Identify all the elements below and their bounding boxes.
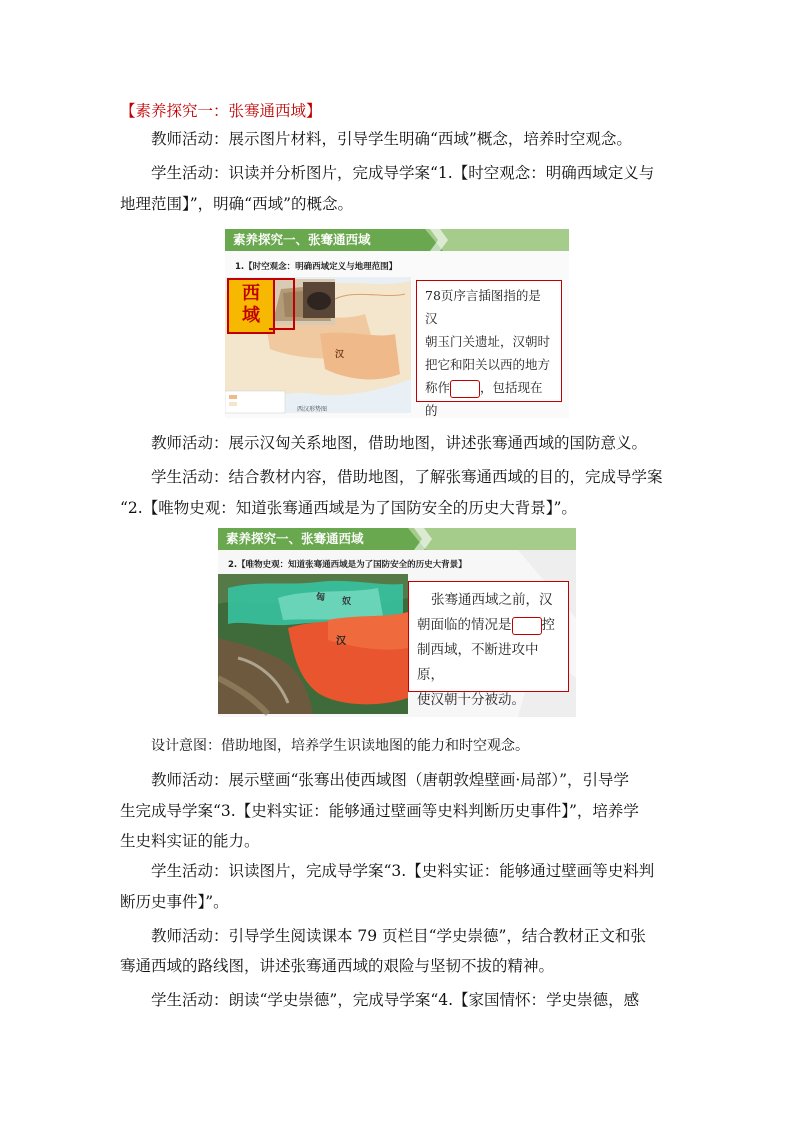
answer-blank-3[interactable] [512,617,542,635]
paragraph-student-2b: “2.【唯物史观：知道张骞通西域是为了国防安全的历史大背景】”。 [120,499,577,517]
q1-line-2: 朝玉门关遗址，汉朝时 [425,334,551,349]
paragraph-student-4a: 学生活动：朗读“学史崇德”，完成导学案“4.【家国情怀：学史崇德，感 [151,991,640,1009]
paragraph-student-3a: 学生活动：识读图片，完成导学案“3.【史料实证：能够通过壁画等史料判 [151,862,655,880]
paragraph-student-1b: 地理范围】”，明确“西域”的概念。 [120,195,354,213]
xiyu-tag [227,278,275,334]
map-caption: 西汉形势图 [297,406,328,413]
paragraph-teacher-4a: 教师活动：引导学生阅读课本 79 页栏目“学史崇德”，结合教材正文和张 [151,927,646,945]
slide-2 [218,528,576,717]
paragraph-teacher-3b: 生完成导学案“3.【史料实证：能够通过壁画等史料判断历史事件】”，培养学 [120,802,639,820]
slide-1 [225,229,569,418]
xiyu-photo-frame [269,278,295,330]
xiyu-tag-char-2: 域 [242,305,260,326]
slide-1-subtitle: 1.【时空观念：明确西域定义与地理范围】 [235,262,398,272]
q2-line-2: 朝面临的情况是 控 [417,617,555,633]
paragraph-teacher-2: 教师活动：展示汉匈关系地图，借助地图，讲述张骞通西域的国防意义。 [151,434,648,452]
paragraph-student-3b: 断历史事件】”。 [120,893,229,911]
slide-1-banner: 素养探究一、张骞通西域 [233,232,371,247]
q1-line-4: 称作 ，包括现在的 [425,380,543,418]
q2-line-1: 张骞通西域之前，汉 [431,592,553,608]
design-intent: 设计意图：借助地图，培养学生识读地图的能力和时空观念。 [151,738,529,754]
paragraph-teacher-3c: 生史料实证的能力。 [120,832,260,850]
section-heading: 【素养探究一：张骞通西域】 [120,102,322,120]
map-label-han: 汉 [335,350,345,360]
question-box-1 [416,280,562,418]
answer-blank-1[interactable] [450,380,480,398]
map-label-xiongnu-2: 奴 [342,597,352,607]
paragraph-teacher-3a: 教师活动：展示壁画“张骞出使西域图（唐朝敦煌壁画·局部）”，引导学 [151,771,630,789]
q2-line-3: 制西域，不断进攻中原， [417,642,539,683]
q1-line-1: 78页序言插图指的是汉 [425,288,541,326]
q1-line-3: 把它和阳关以西的地方 [425,357,551,372]
paragraph-student-2a: 学生活动：结合教材内容，借助地图，了解张骞通西域的目的，完成导学案 [151,468,663,486]
map-label-xiongnu-1: 匈 [316,593,326,603]
xiyu-tag-char-1: 西 [242,283,260,304]
q2-line-4: 使汉朝十分被动。 [417,692,525,708]
paragraph-teacher-1: 教师活动：展示图片材料，引导学生明确“西域”概念，培养时空观念。 [151,130,632,148]
slide-2-subtitle: 2.【唯物史观：知道张骞通西域是为了国防安全的历史大背景】 [228,560,467,570]
slide-2-banner: 素养探究一、张骞通西域 [226,531,364,546]
paragraph-teacher-4b: 骞通西域的路线图，讲述张骞通西域的艰险与坚韧不拔的精神。 [120,957,555,975]
map-label-han-2: 汉 [336,636,346,647]
paragraph-student-1a: 学生活动：识读并分析图片，完成导学案“1.【时空观念：明确西域定义与 [151,164,655,182]
question-box-2 [408,581,569,708]
